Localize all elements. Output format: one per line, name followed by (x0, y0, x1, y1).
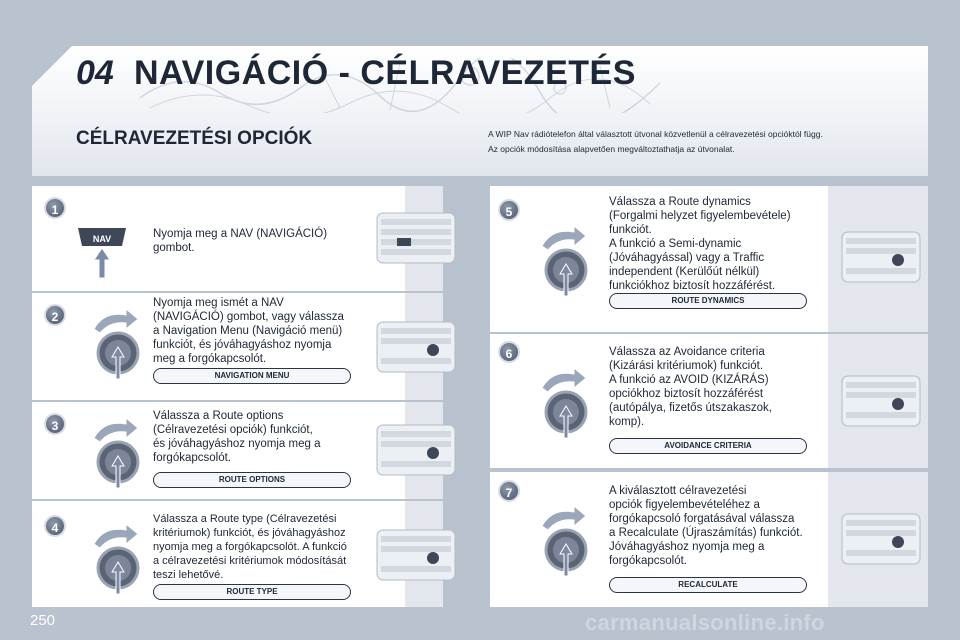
step-6-number: 6 (498, 341, 520, 363)
radio-unit-icon (375, 419, 457, 481)
step-1-number: 1 (44, 197, 66, 219)
route-type-label: ROUTE TYPE (153, 584, 351, 600)
step-2-text (153, 296, 383, 366)
radio-unit-icon (375, 316, 457, 378)
text-line: forgókapcsolót. (609, 555, 687, 567)
radio-unit-icon (840, 370, 922, 432)
text-line: Válassza a Route options (153, 410, 284, 422)
text-line: Válassza a Route type (Célravezetési (153, 513, 337, 525)
step-2-number: 2 (44, 304, 66, 326)
text-line: nyomja meg a forgókapcsolót. A funkció (153, 541, 347, 553)
text-line: Nyomja meg ismét a NAV (153, 297, 284, 309)
nav-button-label: NAV (92, 234, 112, 244)
text-line: (Jóváhagyással) vagy a Traffic (609, 252, 765, 264)
step-4-text (153, 512, 378, 582)
navigation-menu-label: NAVIGATION MENU (153, 368, 351, 384)
text-line: A funkció a Semi-dynamic (609, 238, 742, 250)
step-6-text (609, 345, 829, 429)
step-1-text (153, 227, 373, 255)
text-line: funkciókhoz biztosít hozzáférést. (609, 280, 776, 292)
page-title: NAVIGÁCIÓ - CÉLRAVEZETÉS (134, 54, 636, 92)
intro-line: A WIP Nav rádiótelefon által választott útvonal közvetlenül a célravezetési opcióktól függ. (488, 129, 823, 139)
text-line: Jóváhagyáshoz nyomja meg a (609, 541, 765, 553)
text-line: meg a forgókapcsolót. (153, 353, 267, 365)
text-line: Válassza a Route dynamics (609, 196, 751, 208)
text-line: forgókapcsoló forgatásával válassza (609, 513, 795, 525)
recalculate-label: RECALCULATE (609, 577, 807, 593)
radio-unit-icon (840, 508, 922, 570)
text-line: funkciót. (609, 224, 652, 236)
text-line: independent (Kerülőút nélkül) (609, 266, 760, 278)
text-line: funkciót, és jóváhagyáshoz nyomja (153, 339, 332, 351)
step-3-number: 3 (44, 413, 66, 435)
radio-unit-icon (840, 226, 922, 288)
text-line: teszi lehetővé. (153, 569, 224, 581)
rotary-knob-icon (534, 220, 598, 298)
text-line: (Kizárási kritériumok) funkciót. (609, 360, 764, 372)
text-line: opciók figyelembevételéhez a (609, 499, 760, 511)
rotary-knob-icon (86, 412, 150, 490)
chapter-number: 04 (76, 54, 114, 92)
text-line: (autópálya, fizetős útszakaszok, (609, 402, 772, 414)
intro-text (488, 127, 908, 157)
text-line: forgókapcsolót. (153, 452, 231, 464)
step-5-text (609, 195, 829, 293)
text-line: gombot. (153, 242, 195, 254)
text-line: opciókhoz biztosít hozzáférést (609, 388, 764, 400)
avoidance-criteria-label: AVOIDANCE CRITERIA (609, 438, 807, 454)
text-line: a Navigation Menu (Navigáció menü) (153, 325, 343, 337)
radio-unit-icon (375, 207, 457, 269)
text-line: a Recalculate (Újraszámítás) funkciót. (609, 527, 803, 539)
text-line: A funkció az AVOID (KIZÁRÁS) (609, 374, 769, 386)
text-line: (Forgalmi helyzet figyelembevétele) (609, 210, 791, 222)
step-7-text (609, 484, 834, 568)
nav-button-icon (74, 220, 130, 280)
page-number: 250 (30, 612, 56, 629)
text-line: (NAVIGÁCIÓ) gombot, vagy válassza (153, 311, 344, 323)
intro-line: Az opciók módosítása alapvetően megváltoztathatja az útvonalat. (488, 144, 735, 154)
text-line: és jóváhagyáshoz nyomja meg a (153, 438, 321, 450)
step-7-number: 7 (498, 480, 520, 502)
text-line: Válassza az Avoidance criteria (609, 346, 765, 358)
rotary-knob-icon (86, 518, 150, 596)
step-4-number: 4 (44, 515, 66, 537)
step-3-text (153, 409, 373, 465)
watermark: carmanualsonline.info (585, 610, 825, 635)
text-line: Nyomja meg a NAV (NAVIGÁCIÓ) (153, 228, 328, 240)
text-line: komp). (609, 416, 645, 428)
section-divider (32, 176, 928, 184)
section-title: CÉLRAVEZETÉSI OPCIÓK (76, 128, 313, 149)
route-options-label: ROUTE OPTIONS (153, 472, 351, 488)
rotary-knob-icon (86, 303, 150, 381)
radio-unit-icon (375, 524, 457, 586)
text-line: A kiválasztott célravezetési (609, 485, 747, 497)
text-line: a célravezetési kritériumok módosítását (153, 555, 347, 567)
rotary-knob-icon (534, 362, 598, 440)
route-dynamics-label: ROUTE DYNAMICS (609, 293, 807, 309)
text-line: kritériumok) funkciót, és jóváhagyáshoz (153, 527, 346, 539)
rotary-knob-icon (534, 500, 598, 578)
step-5-number: 5 (498, 199, 520, 221)
text-line: (Célravezetési opciók) funkciót, (153, 424, 313, 436)
